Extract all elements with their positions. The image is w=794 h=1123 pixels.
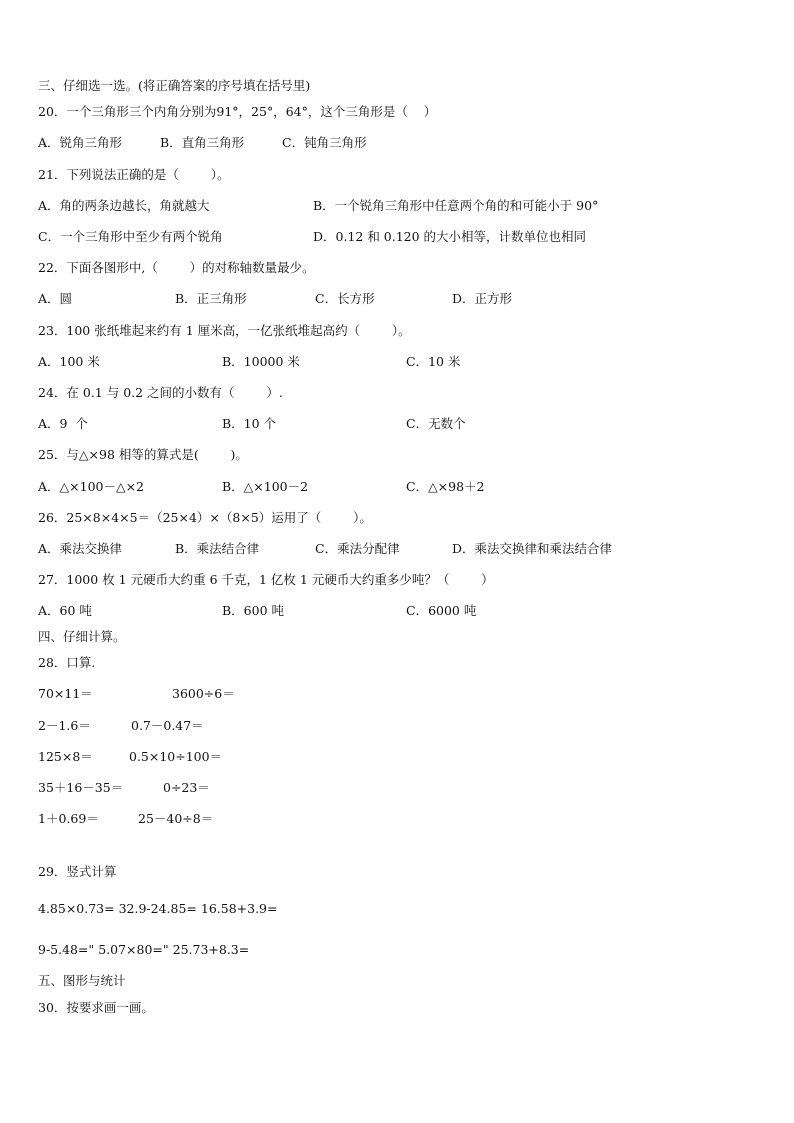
question-30-stem: 30．按要求画一画。 bbox=[38, 1000, 154, 1015]
mental-math-row bbox=[0, 686, 794, 702]
option-c: C．10 米 bbox=[406, 354, 461, 369]
mental-math-item: 125×8＝ bbox=[38, 749, 93, 764]
mental-math-item: 0.5×10÷100＝ bbox=[129, 749, 223, 764]
mental-math-item: 0.7－0.47＝ bbox=[131, 718, 204, 733]
question-24-stem: 24．在 0.1 与 0.2 之间的小数有（ ）. bbox=[38, 385, 283, 400]
option-c: C．△×98＋2 bbox=[406, 479, 485, 494]
option-d: D．正方形 bbox=[452, 291, 513, 306]
vertical-calc-line-2: 9-5.48=" 5.07×80=" 25.73+8.3= bbox=[38, 942, 250, 957]
question-24-options bbox=[0, 416, 794, 432]
question-26-options bbox=[0, 541, 794, 557]
option-b: B．△×100－2 bbox=[222, 479, 309, 494]
question-29-stem: 29．竖式计算 bbox=[38, 864, 117, 879]
option-a: A．角的两条边越长，角就越大 bbox=[38, 198, 210, 213]
option-c: C．一个三角形中至少有两个锐角 bbox=[38, 229, 223, 244]
option-a: A．60 吨 bbox=[38, 603, 92, 618]
section-3-heading: 三、仔细选一选。(将正确答案的序号填在括号里) bbox=[38, 78, 311, 93]
section-4-heading: 四、仔细计算。 bbox=[38, 629, 126, 644]
option-c: C．乘法分配律 bbox=[315, 541, 400, 556]
mental-math-row bbox=[0, 718, 794, 734]
question-20-options bbox=[0, 135, 794, 151]
option-b: B．600 吨 bbox=[222, 603, 285, 618]
mental-math-item: 25－40÷8＝ bbox=[138, 811, 214, 826]
option-a: A．△×100－△×2 bbox=[38, 479, 145, 494]
option-b: B．10000 米 bbox=[222, 354, 300, 369]
option-a: A．100 米 bbox=[38, 354, 100, 369]
question-20-stem: 20．一个三角形三个内角分别为91°，25°，64°，这个三角形是（ ） bbox=[38, 104, 437, 119]
option-a: A．圆 bbox=[38, 291, 73, 306]
question-25-stem: 25．与△×98 相等的算式是( )。 bbox=[38, 447, 248, 462]
option-a: A．锐角三角形 bbox=[38, 135, 123, 150]
mental-math-row bbox=[0, 811, 794, 827]
option-b: B．10 个 bbox=[222, 416, 277, 431]
question-23-options bbox=[0, 354, 794, 370]
option-b: B．一个锐角三角形中任意两个角的和可能小于 90° bbox=[313, 198, 599, 213]
question-27-stem: 27．1000 枚 1 元硬币大约重 6 千克，1 亿枚 1 元硬币大约重多少吨？（ ） bbox=[38, 572, 494, 587]
question-26-stem: 26．25×8×4×5＝（25×4）×（8×5）运用了（ ）。 bbox=[38, 510, 372, 525]
option-c: C．无数个 bbox=[406, 416, 466, 431]
mental-math-item: 3600÷6＝ bbox=[172, 686, 235, 701]
option-b: B．直角三角形 bbox=[160, 135, 245, 150]
option-b: B．乘法结合律 bbox=[175, 541, 260, 556]
mental-math-item: 35＋16－35＝ bbox=[38, 780, 124, 795]
question-25-options bbox=[0, 479, 794, 495]
option-d: D．0.12 和 0.120 的大小相等，计数单位也相同 bbox=[313, 229, 587, 244]
question-27-options bbox=[0, 603, 794, 619]
option-a: A．9 个 bbox=[38, 416, 88, 431]
question-22-options bbox=[0, 291, 794, 307]
mental-math-item: 0÷23＝ bbox=[163, 780, 210, 795]
question-28-stem: 28．口算. bbox=[38, 655, 96, 670]
mental-math-item: 1＋0.69＝ bbox=[38, 811, 99, 826]
option-c: C．6000 吨 bbox=[406, 603, 477, 618]
option-d: D．乘法交换律和乘法结合律 bbox=[452, 541, 613, 556]
mental-math-item: 2－1.6＝ bbox=[38, 718, 91, 733]
option-c: C．长方形 bbox=[315, 291, 375, 306]
mental-math-row bbox=[0, 749, 794, 765]
mental-math-item: 70×11＝ bbox=[38, 686, 93, 701]
option-b: B．正三角形 bbox=[175, 291, 247, 306]
option-c: C．钝角三角形 bbox=[282, 135, 367, 150]
question-23-stem: 23．100 张纸堆起来约有 1 厘米高，一亿张纸堆起高约（ ）。 bbox=[38, 323, 411, 338]
vertical-calc-line-1: 4.85×0.73= 32.9-24.85= 16.58+3.9= bbox=[38, 901, 278, 916]
section-5-heading: 五、图形与统计 bbox=[38, 973, 126, 988]
question-21-options-row2 bbox=[0, 229, 794, 245]
mental-math-row bbox=[0, 780, 794, 796]
question-21-options-row1 bbox=[0, 198, 794, 214]
question-22-stem: 22．下面各图形中,（ ）的对称轴数量最少。 bbox=[38, 260, 315, 275]
question-21-stem: 21．下列说法正确的是（ ）。 bbox=[38, 167, 230, 182]
option-a: A．乘法交换律 bbox=[38, 541, 123, 556]
